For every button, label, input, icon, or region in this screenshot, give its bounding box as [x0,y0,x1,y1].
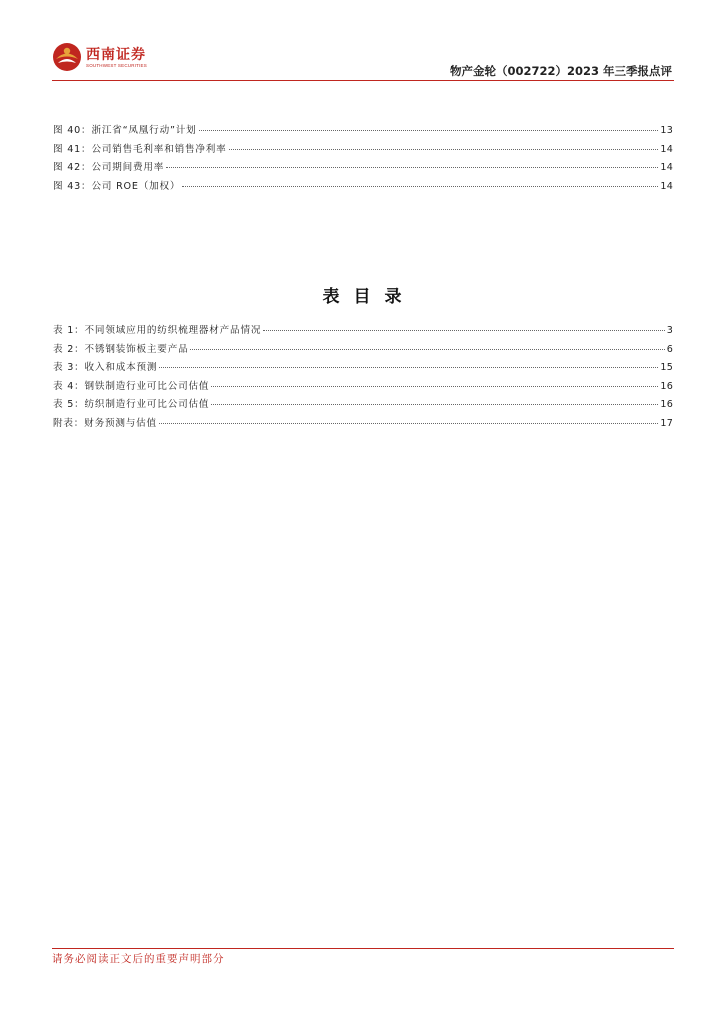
toc-entry[interactable] [53,359,673,378]
toc-entry-label: 表 3：收入和成本预测 [53,362,158,373]
footer-divider [52,948,674,949]
footer-notice: 请务必阅读正文后的重要声明部分 [52,953,225,965]
toc-entry[interactable] [53,341,673,360]
toc-entry-page: 16 [660,380,673,392]
company-logo [52,42,152,74]
toc-entry-label: 表 2：不锈钢装饰板主要产品 [53,343,189,355]
toc-entry[interactable] [53,141,673,160]
toc-dot-leader [159,423,658,424]
toc-entry-label: 表 4：钢铁制造行业可比公司估值 [53,380,210,392]
toc-entry-label: 图 40：浙江省“凤凰行动”计划 [53,125,197,136]
toc-entry-page: 3 [666,325,673,336]
toc-entry-page: 16 [660,399,673,410]
toc-entry[interactable] [53,378,673,397]
toc-entry-page: 14 [660,162,673,173]
toc-entry-page: 15 [660,362,673,373]
page-header [0,0,724,84]
table-toc-title: 表目录 [322,287,416,307]
toc-entry[interactable] [53,159,673,178]
toc-entry[interactable] [53,415,673,434]
toc-dot-leader [263,330,664,331]
toc-entry-label: 表 1：不同领域应用的纺织梳理器材产品情况 [53,325,262,336]
toc-entry-label: 图 41：公司销售毛利率和销售净利率 [53,143,227,155]
toc-dot-leader [159,367,658,368]
toc-dot-leader [190,349,664,350]
figure-toc-list [53,122,673,196]
table-toc-list [53,322,673,433]
toc-entry[interactable] [53,122,673,141]
toc-entry-page: 14 [660,143,673,155]
toc-entry-label: 图 42：公司期间费用率 [53,162,165,173]
toc-dot-leader [199,130,659,131]
toc-entry[interactable] [53,178,673,197]
logo-cn-text: 西南证券 [86,47,146,63]
logo-emblem-icon [52,42,82,72]
toc-dot-leader [211,386,658,387]
header-divider [52,80,674,81]
toc-dot-leader [211,404,658,405]
toc-entry[interactable] [53,396,673,415]
toc-entry[interactable] [53,322,673,341]
report-title: 物产金轮（002722）2023 年三季报点评 [449,64,672,78]
toc-entry-page: 6 [666,343,673,355]
toc-dot-leader [182,186,658,187]
toc-entry-page: 17 [660,417,673,429]
toc-entry-label: 表 5：纺织制造行业可比公司估值 [53,399,210,410]
logo-en-text: SOUTHWEST SECURITIES [86,63,147,68]
toc-entry-page: 14 [660,180,673,192]
toc-entry-page: 13 [660,125,673,136]
toc-dot-leader [166,167,658,168]
toc-entry-label: 图 43：公司 ROE（加权） [53,180,181,192]
toc-entry-label: 附表：财务预测与估值 [53,417,157,429]
toc-dot-leader [229,149,659,150]
